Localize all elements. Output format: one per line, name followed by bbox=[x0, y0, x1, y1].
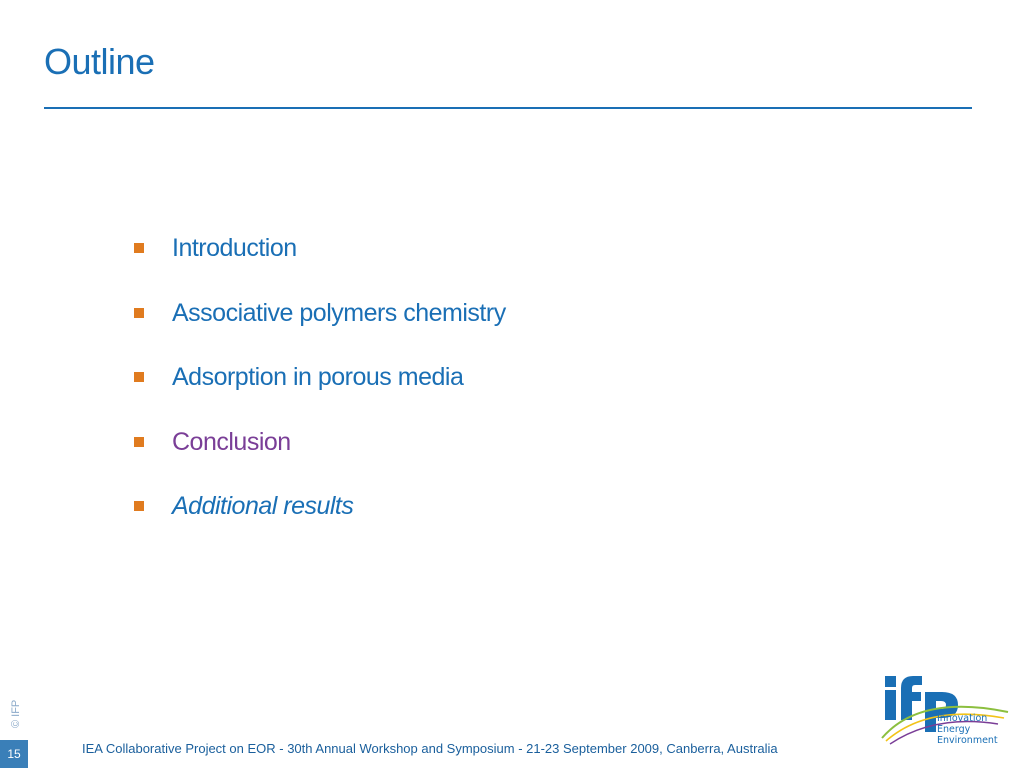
outline-item-label: Associative polymers chemistry bbox=[172, 298, 506, 327]
logo-letter-i-dot bbox=[885, 676, 896, 687]
square-bullet-icon bbox=[134, 372, 144, 382]
page-number: 15 bbox=[0, 740, 28, 768]
outline-item-label: Adsorption in porous media bbox=[172, 363, 464, 391]
footer-text: IEA Collaborative Project on EOR - 30th Annual Workshop and Symposium - 21-23 September 2009, Canberra, Australia bbox=[82, 741, 778, 756]
copyright-label: © IFP bbox=[10, 699, 22, 728]
logo-letter-i-stem bbox=[885, 690, 896, 720]
square-bullet-icon bbox=[134, 501, 144, 511]
logo-tagline-line: Innovation bbox=[937, 713, 988, 724]
outline-item-adsorption bbox=[134, 355, 506, 420]
title-divider bbox=[44, 107, 972, 109]
outline-list bbox=[134, 226, 506, 549]
outline-item-label: Introduction bbox=[172, 234, 297, 262]
square-bullet-icon bbox=[134, 308, 144, 318]
square-bullet-icon bbox=[134, 243, 144, 253]
slide-title: Outline bbox=[44, 41, 155, 82]
square-bullet-icon bbox=[134, 437, 144, 447]
outline-item-introduction bbox=[134, 226, 506, 291]
logo-tagline bbox=[937, 713, 998, 746]
outline-item-label: Conclusion bbox=[172, 427, 291, 456]
logo-tagline-line: Environment bbox=[937, 735, 998, 746]
outline-item-conclusion bbox=[134, 420, 506, 485]
outline-item-label: Additional results bbox=[172, 492, 354, 520]
logo-tagline-line: Energy bbox=[937, 724, 971, 735]
outline-item-associative-polymers bbox=[134, 291, 506, 356]
outline-item-additional-results bbox=[134, 484, 506, 549]
